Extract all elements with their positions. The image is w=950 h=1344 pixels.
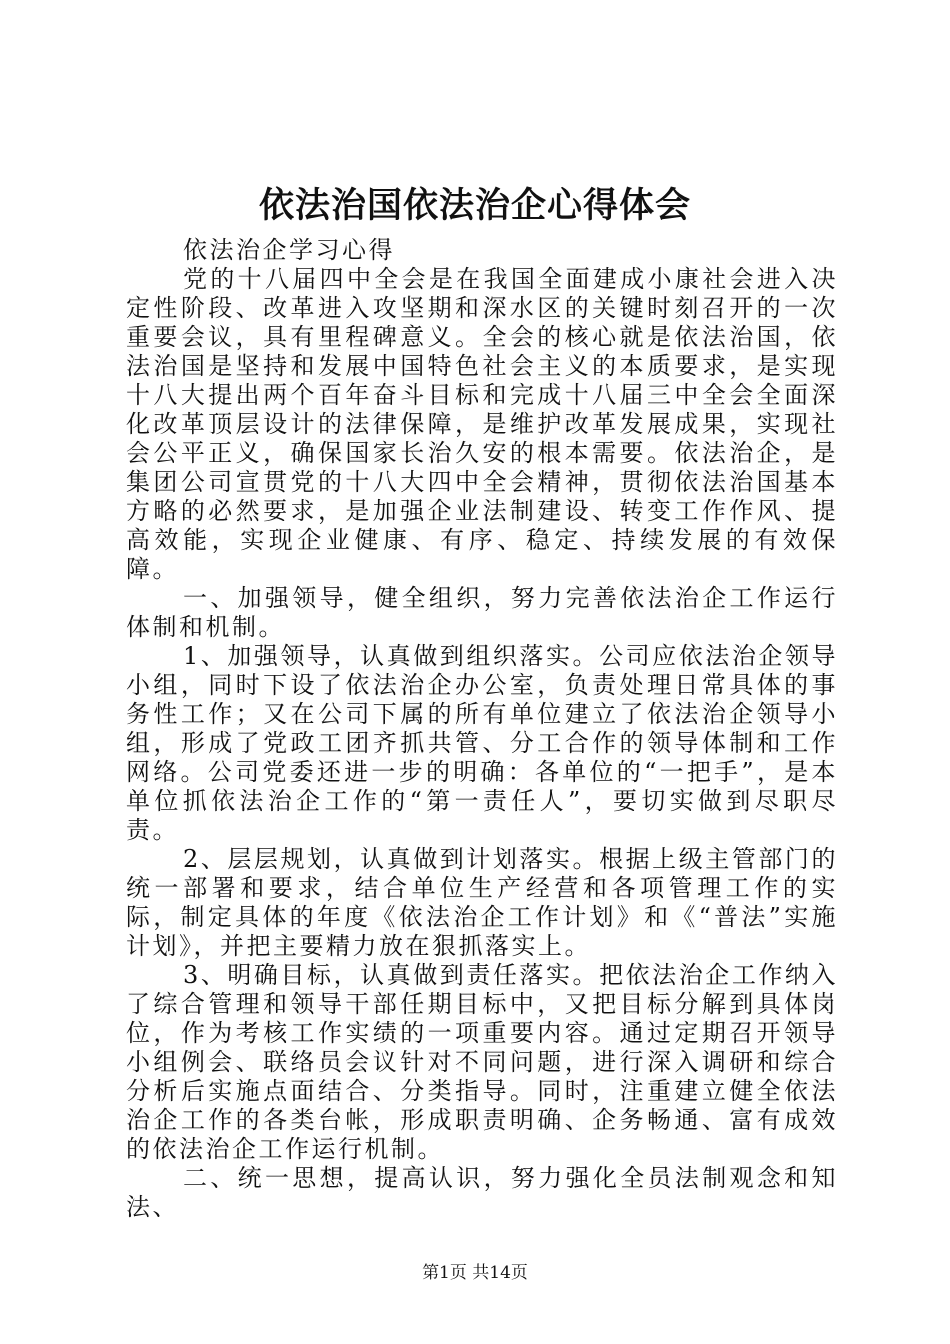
document-title: 依法治国依法治企心得体会: [258, 185, 691, 226]
paragraph-subtitle: 依法治企学习心得: [183, 236, 395, 264]
paragraph-item-1: 1、加强领导，认真做到组织落实。公司应依法治企领导小组，同时下设了依法治企办公室，负责处理日常具体的事务性工作；又在公司下属的所有单位建立了依法治企领导小组，形成了党政工团齐抓共管、分工合作的领导体制和工作网络。公司党委还进一步的明确：各单位的“一把手”，是本单位抓依法治企工作的“第一责任人”，要切实做到尽职尽责。: [126, 642, 838, 844]
paragraph-item-3: 3、明确目标，认真做到责任落实。把依法治企工作纳入了综合管理和领导干部任期目标中，又把目标分解到具体岗位，作为考核工作实绩的一项重要内容。通过定期召开领导小组例会、联络员会议针对不同问题，进行深入调研和综合分析后实施点面结合、分类指导。同时，注重建立健全依法治企工作的各类台帐，形成职责明确、企务畅通、富有成效的依法治企工作运行机制。: [126, 961, 838, 1163]
paragraph-section-2-heading: 二、统一思想，提高认识，努力强化全员法制观念和知法、: [126, 1164, 838, 1221]
paragraph-section-1-heading: 一、加强领导，健全组织，努力完善依法治企工作运行体制和机制。: [126, 584, 838, 641]
paragraph-intro: 党的十八届四中全会是在我国全面建成小康社会进入决定性阶段、改革进入攻坚期和深水区的关键时刻召开的一次重要会议，具有里程碑意义。全会的核心就是依法治国，依法治国是坚持和发展中国特色社会主义的本质要求，是实现十八大提出两个百年奋斗目标和完成十八届三中全会全面深化改革顶层设计的法律保障，是维护改革发展成果，实现社会公平正义，确保国家长治久安的根本需要。依法治企，是集团公司宣贯党的十八大四中全会精神，贯彻依法治国基本方略的必然要求，是加强企业法制建设、转变工作作风、提高效能，实现企业健康、有序、稳定、持续发展的有效保障。: [126, 265, 838, 583]
document-body: [126, 236, 838, 1222]
paragraph-item-2: 2、层层规划，认真做到计划落实。根据上级主管部门的统一部署和要求，结合单位生产经营和各项管理工作的实际，制定具体的年度《依法治企工作计划》和《“普法”实施计划》，并把主要精力放在狠抓落实上。: [126, 845, 838, 960]
page-footer: 第1页 共14页: [422, 1263, 528, 1283]
